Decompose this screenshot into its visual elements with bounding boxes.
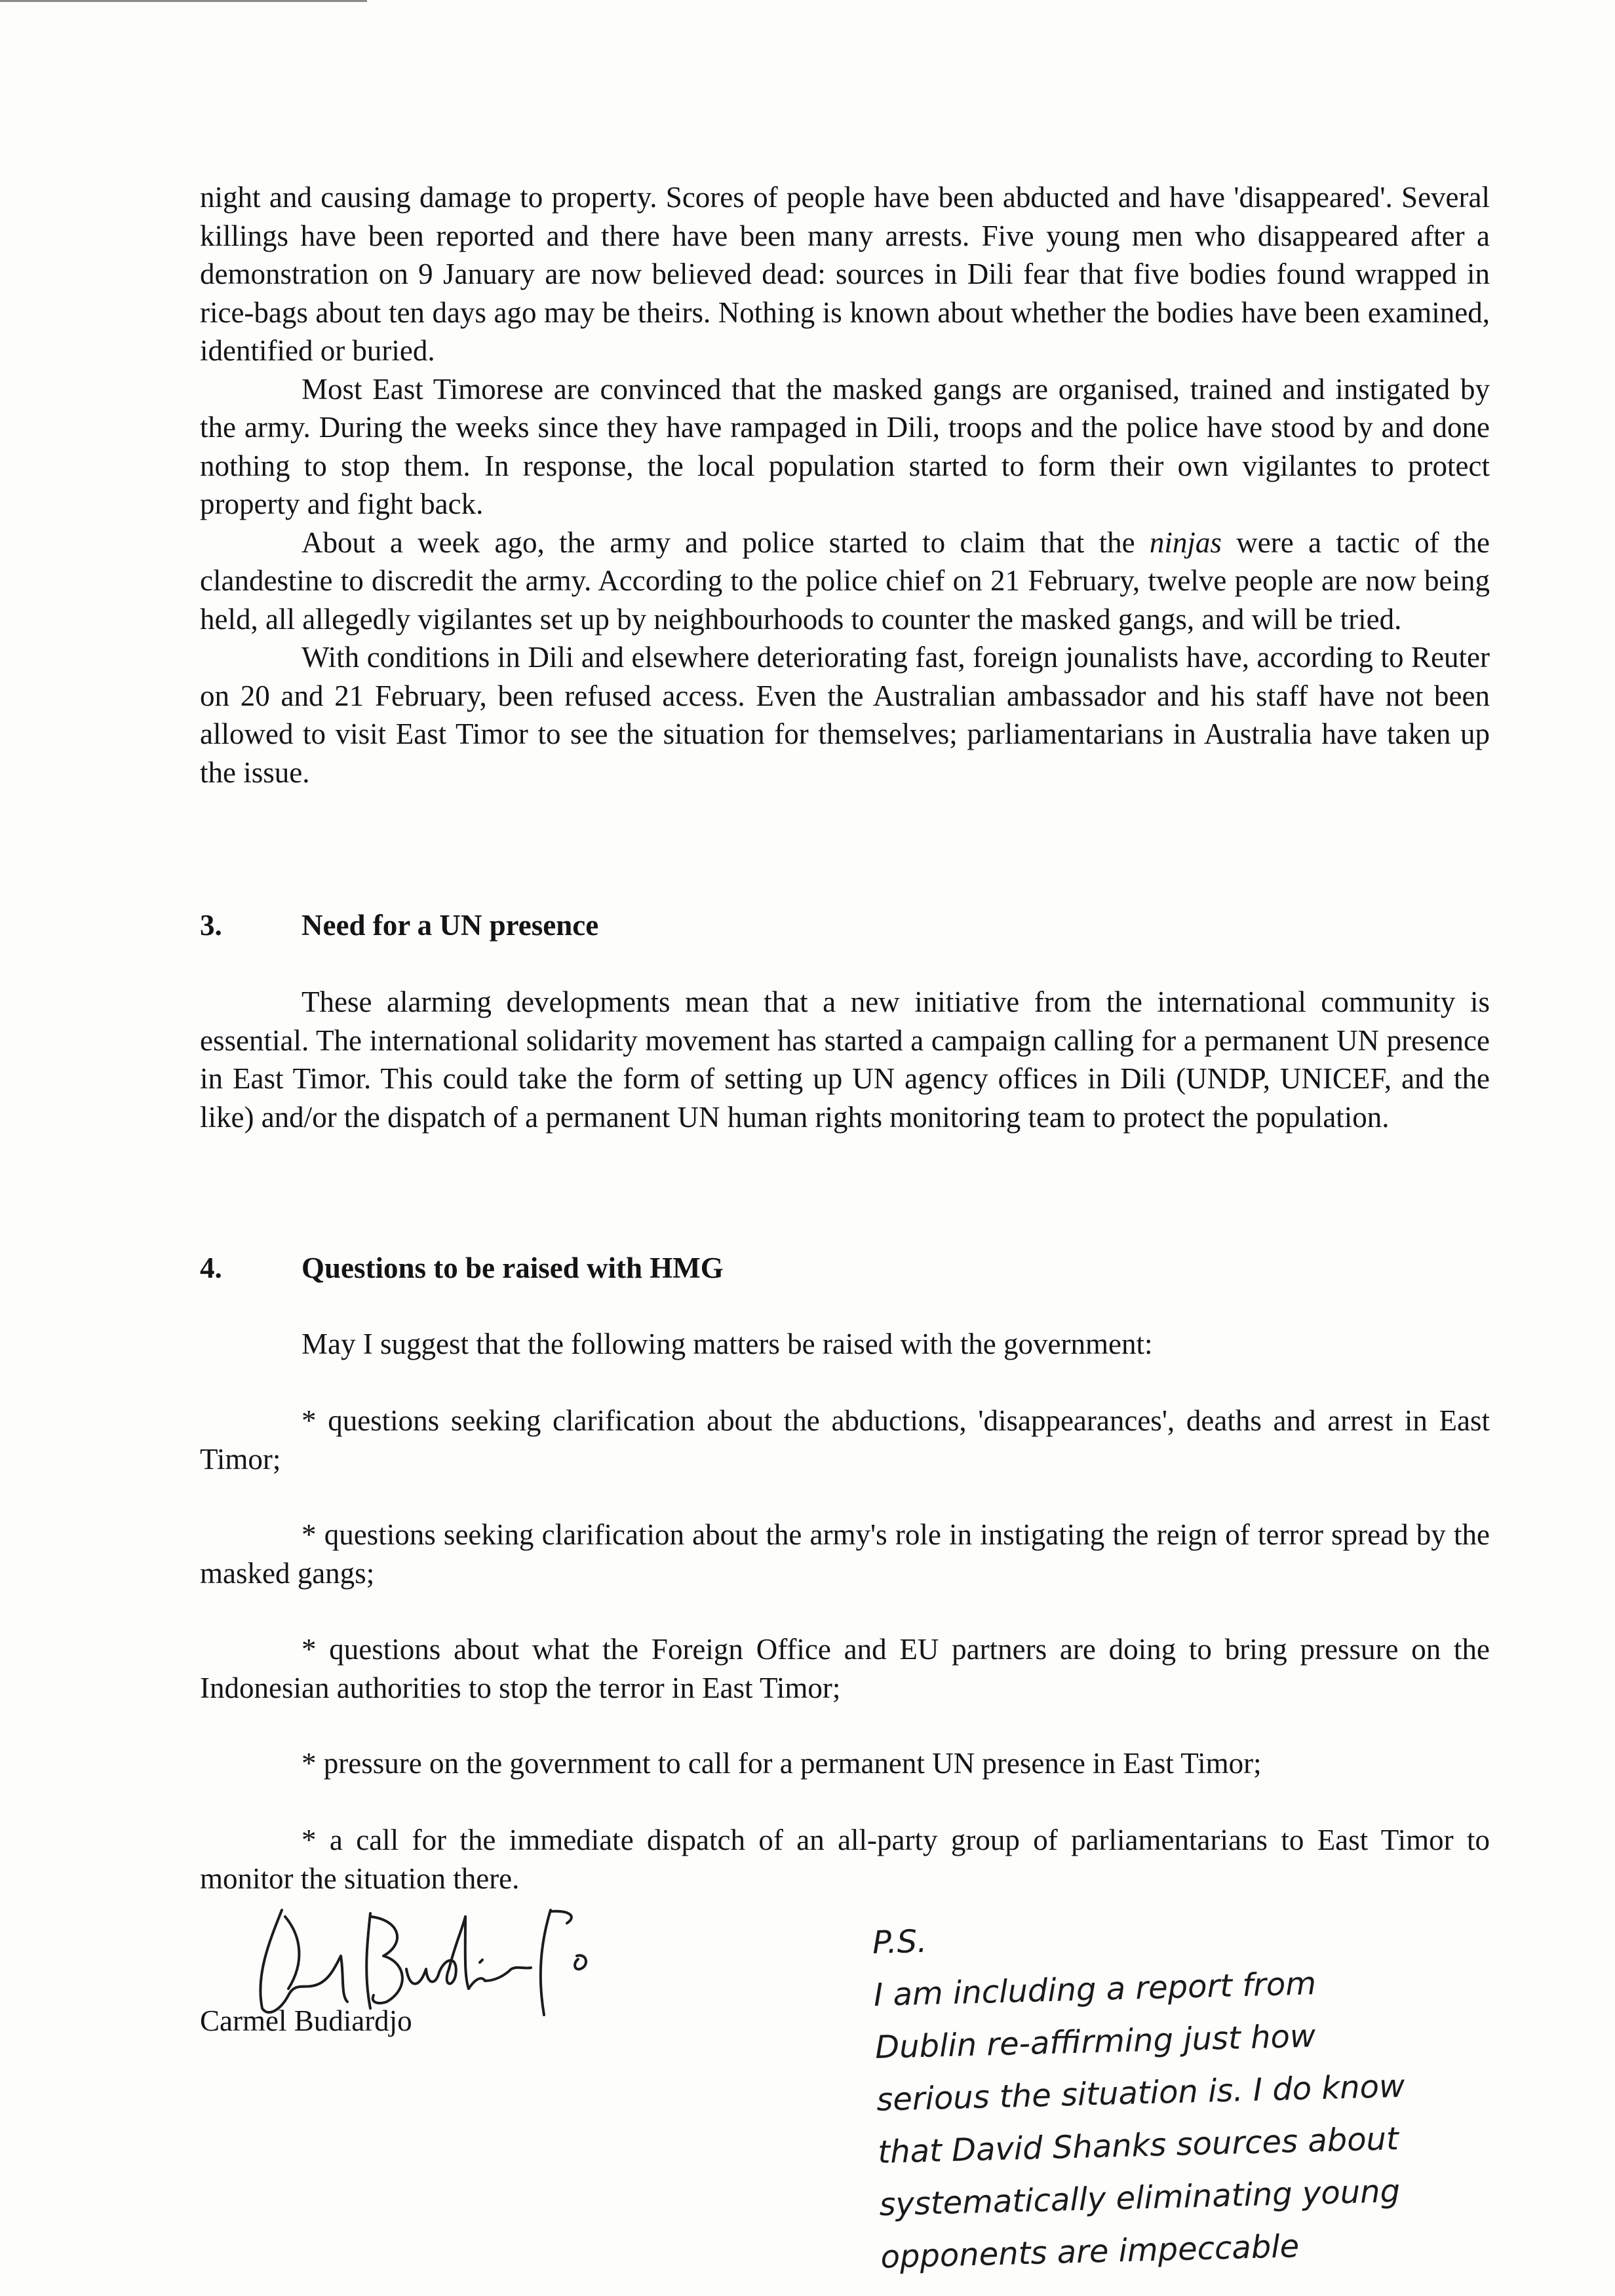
bullet-un-presence: * pressure on the government to call for a permanent UN presence in East Timor; (302, 1747, 1262, 1780)
handwritten-postscript (872, 1899, 1569, 2284)
section-3-number: 3. (200, 909, 222, 942)
section-4-title: Questions to be raised with HMG (302, 1252, 724, 1284)
paragraph-abductions: night and causing damage to property. Scores of people have been abducted and have 'disappeared'. Several killings have been reported and there have been many arrests. Five young men who disappeared after a demonstration on 9 January are now believed dead: sources in Dili fear that five bodies found wrapped in rice-bags about ten days ago may be theirs. Nothing is known about whether the bodies have been examined, identified or buried. (200, 181, 1490, 367)
continuation-text (200, 178, 1490, 792)
bullet-abductions: * questions seeking clarification about the abductions, 'disappearances', deaths and arrest in East Timor; (200, 1404, 1490, 1476)
bullet-parliamentarians: * a call for the immediate dispatch of an all-party group of parliamentarians to East Timor to monitor the situation there. (200, 1824, 1490, 1895)
section-4-number: 4. (200, 1252, 222, 1284)
postscript-line-6: systematically eliminating young (878, 2173, 1401, 2223)
ninjas-text-after: were a tactic of the clandestine to discredit the army. According to the police chief on 21 February, twelve people are now being held, all allegedly vigilantes set up by neighbourhoods to counter the masked gangs, and will be tried. (200, 526, 1490, 636)
postscript-line-7: opponents are impeccable (880, 2228, 1300, 2276)
section-3-body: These alarming developments mean that a new initiative from the international community is essential. The international solidarity movement has started a campaign calling for a permanent UN presence in East Timor. This could take the form of setting up UN agency offices in Dili (UNDP, UNICEF, and the like) and/or the dispatch of a permanent UN human rights monitoring team to protect the population. (200, 985, 1490, 1134)
ninjas-text-before: About a week ago, the army and police started to claim that the (302, 526, 1150, 559)
postscript-line-2: I am including a report from (873, 1965, 1317, 2014)
postscript-line-5: that David Shanks sources about (877, 2120, 1399, 2171)
bullet-army-role: * questions seeking clarification about the army's role in instigating the reign of terror spread by the masked gangs; (200, 1518, 1490, 1590)
postscript-line-3: Dublin re-affirming just how (874, 2018, 1316, 2066)
section-4-heading (200, 1249, 724, 1287)
section-3-heading (200, 906, 598, 944)
paragraph-masked-gangs: Most East Timorese are convinced that the masked gangs are organised, trained and instigated by the army. During the weeks since they have rampaged in Dili, troops and the police have stood by and done nothing to stop them. In response, the local population started to form their own vigilantes to protect property and fight back. (200, 372, 1490, 520)
section-3-title: Need for a UN presence (302, 909, 599, 942)
paragraph-ninjas (200, 524, 1490, 639)
paragraph-journalists: With conditions in Dili and elsewhere deteriorating fast, foreign jounalists have, according to Reuter on 20 and 21 February, been refused access. Even the Australian ambassador and his staff have not been allowed to visit East Timor to see the situation for themselves; parliamentarians in Australia have taken up the issue. (200, 641, 1490, 789)
postscript-line-1: P.S. (872, 1923, 928, 1961)
signer-name: Carmel Budiardjo (200, 2004, 412, 2037)
section-4-intro: May I suggest that the following matters be raised with the government: (302, 1328, 1153, 1360)
ninjas-emphasis: ninjas (1149, 526, 1222, 559)
bullet-foreign-office: * questions about what the Foreign Office and EU partners are doing to bring pressure on the Indonesian authorities to stop the terror in East Timor; (200, 1633, 1490, 1704)
scan-edge-mark (0, 0, 367, 2)
postscript-line-4: serious the situation is. I do know (876, 2067, 1405, 2118)
